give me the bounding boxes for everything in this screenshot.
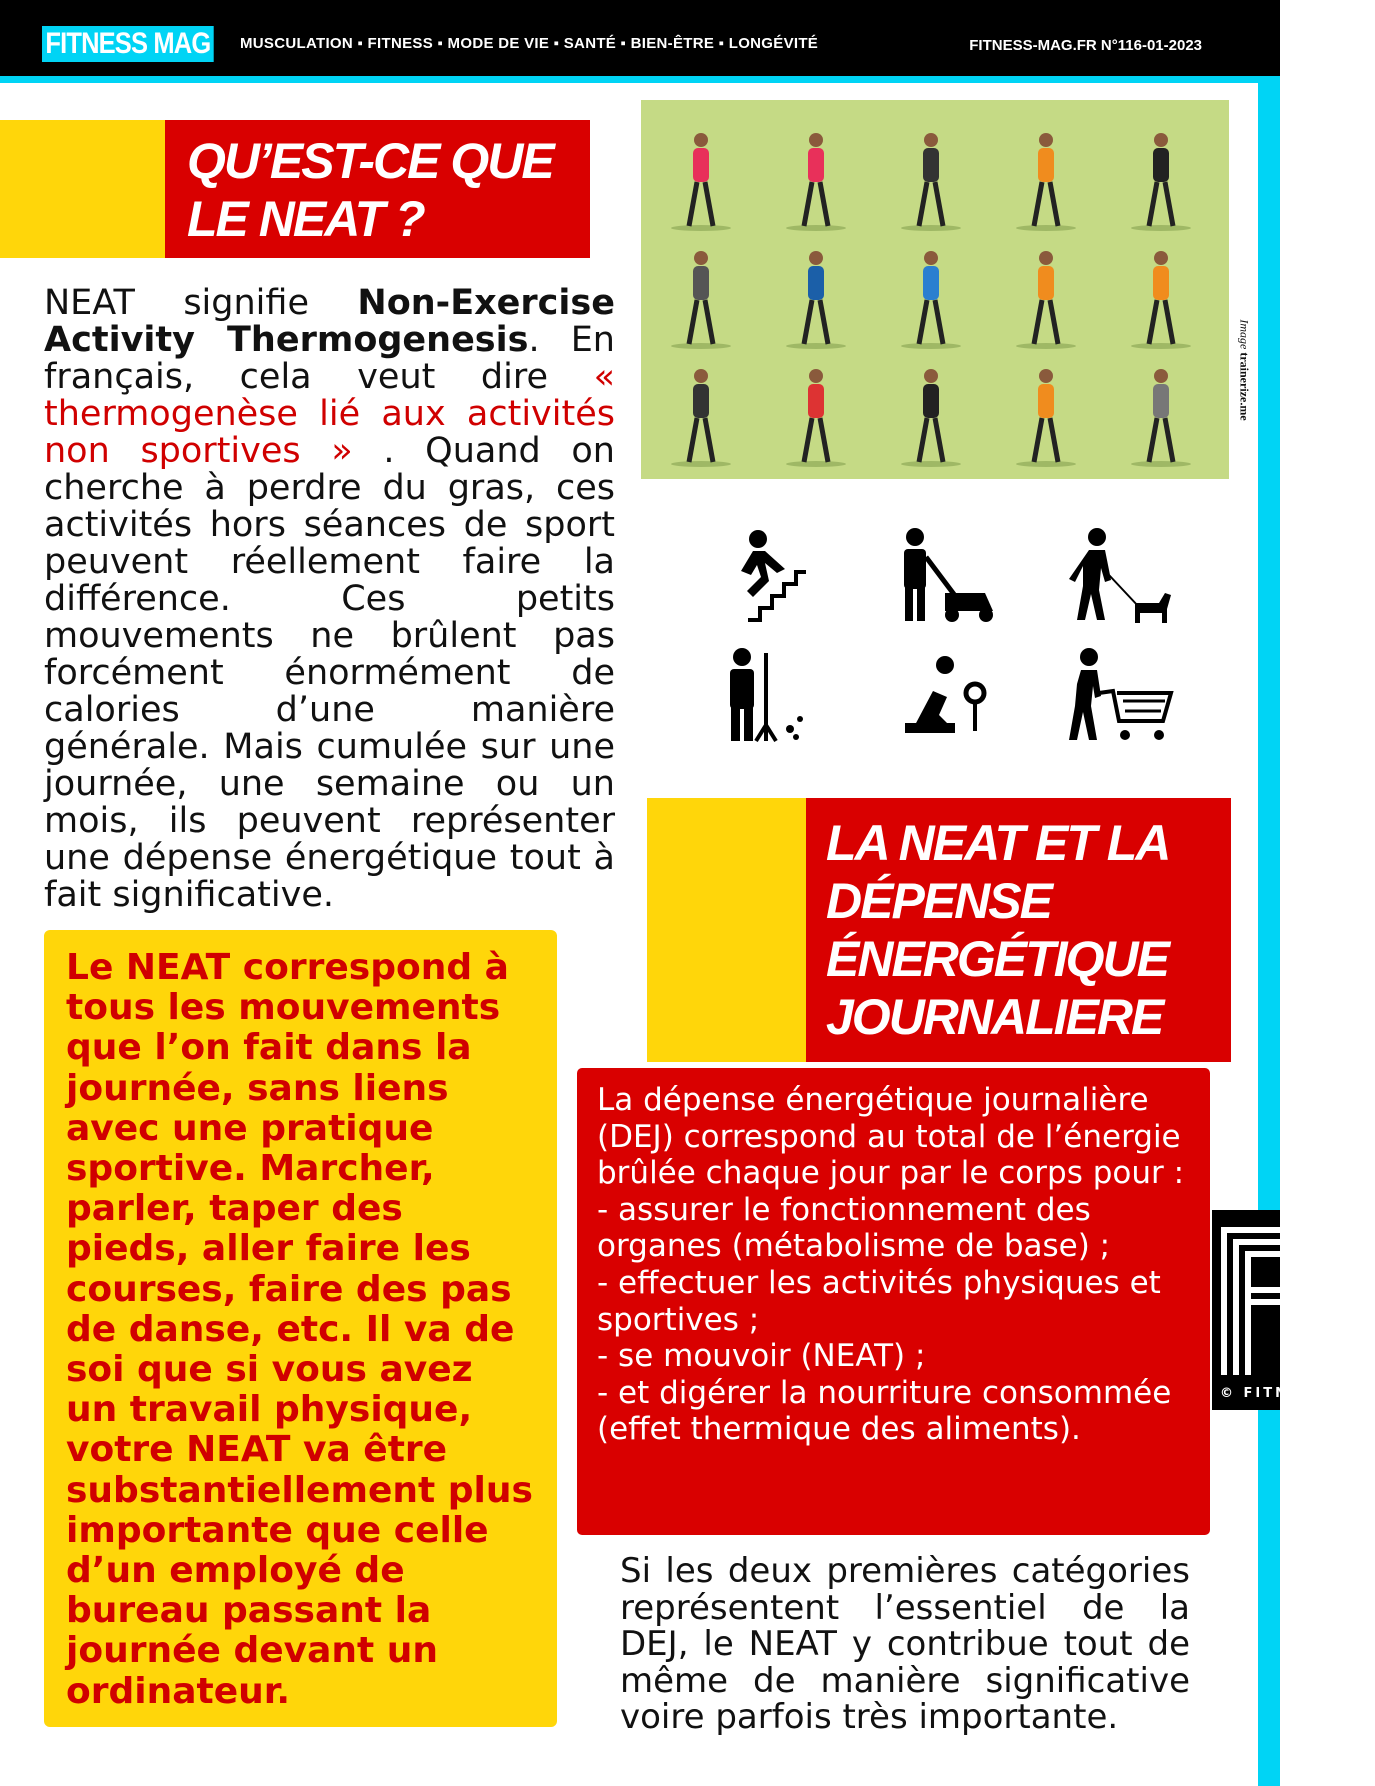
person-figure bbox=[671, 251, 731, 349]
lawn-mower-icon bbox=[857, 515, 1034, 635]
shopping-cart-icon bbox=[1033, 635, 1210, 755]
header bbox=[0, 0, 1280, 76]
credit-prefix: Image bbox=[1237, 319, 1252, 353]
section2-title: LA NEAT ET LA DÉPENSE ÉNERGÉTIQUE JOURNALIERE bbox=[806, 798, 1231, 1062]
dej-item: - assurer le fonctionnement des organes (métabolisme de base) ; bbox=[597, 1191, 1111, 1265]
french-translation: « thermogenèse lié aux activités non sportives » bbox=[44, 357, 615, 471]
person-figure bbox=[671, 369, 731, 467]
people-figures bbox=[641, 100, 1229, 479]
dej-intro: La dépense énergétique journalière (DEJ) correspond au total de l’énergie brûlée chaque jour par le corps pour : bbox=[597, 1082, 1185, 1192]
watermark-text: © FITNESS MAG bbox=[1220, 1386, 1375, 1401]
activities-illustration bbox=[641, 100, 1229, 479]
section1-paragraph bbox=[44, 285, 615, 914]
dej-item: - effectuer les activités physiques et sportives ; bbox=[597, 1264, 1161, 1338]
section1-title: QU’EST-CE QUE LE NEAT ? bbox=[165, 120, 590, 258]
person-figure bbox=[901, 369, 961, 467]
text: . Quand on cherche à perdre du gras, ces activités hors séances de sport peuvent réellement faire la différence. Ces petits mouvements ne brûlent pas forcément énormément de calories d’une manière générale. Mais cumulée sur une journée, une semaine ou un mois, ils peuvent représenter une dépense énergétique tout à fait significative. bbox=[44, 431, 615, 915]
person-figure bbox=[786, 251, 846, 349]
text: NEAT signifie bbox=[44, 283, 358, 323]
dej-item: - et digérer la nourriture consommée (effet thermique des aliments). bbox=[597, 1374, 1172, 1448]
person-figure bbox=[786, 369, 846, 467]
cyan-strip bbox=[0, 76, 1280, 83]
cyan-border bbox=[1258, 83, 1280, 1786]
person-figure bbox=[671, 133, 731, 231]
watermark-logo bbox=[1212, 1210, 1375, 1410]
person-figure bbox=[1016, 133, 1076, 231]
person-figure bbox=[901, 133, 961, 231]
highlight-box: Le NEAT correspond à tous les mouvements que l’on fait dans la journée, sans liens avec une pratique sportive. Marcher, parler, taper des pieds, aller faire les courses, faire des pas de danse, etc. Il va de soi que si vous avez un travail physique, votre NEAT va être substantiellement plus importante que celle d’un employé de bureau passant la journée devant un ordinateur. bbox=[44, 930, 557, 1727]
neat-definition: Non-Exercise Activity Thermogenesis bbox=[44, 283, 615, 360]
dej-item: - se mouvoir (NEAT) ; bbox=[597, 1338, 926, 1375]
credit-source: trainerize.me bbox=[1237, 352, 1252, 421]
person-figure bbox=[1131, 369, 1191, 467]
stairs-climbing-icon bbox=[680, 515, 857, 635]
image-credit bbox=[1232, 300, 1256, 440]
conclusion-paragraph: Si les deux premières catégories représentent l’essentiel de la DEJ, le NEAT y contribue tout de même de manière significative voire parfois très importante. bbox=[620, 1551, 1190, 1737]
issue-number: FITNESS-MAG.FR N°116-01-2023 bbox=[969, 37, 1202, 54]
section1-title-box bbox=[0, 120, 590, 258]
section2-title-box bbox=[647, 798, 1231, 1062]
person-figure bbox=[901, 251, 961, 349]
logo[interactable]: FITNESS MAG bbox=[42, 26, 214, 62]
person-figure bbox=[1016, 369, 1076, 467]
gardening-icon bbox=[857, 635, 1034, 755]
dej-box bbox=[577, 1068, 1210, 1535]
category-nav: MUSCULATION ▪ FITNESS ▪ MODE DE VIE ▪ SANTÉ ▪ BIEN-ÊTRE ▪ LONGÉVITÉ bbox=[240, 35, 819, 52]
person-figure bbox=[1131, 251, 1191, 349]
person-figure bbox=[1131, 133, 1191, 231]
dog-walking-icon bbox=[1033, 515, 1210, 635]
person-figure bbox=[1016, 251, 1076, 349]
text: . En français, cela veut dire bbox=[44, 320, 615, 397]
raking-leaves-icon bbox=[680, 635, 857, 755]
activity-icons bbox=[680, 515, 1210, 755]
person-figure bbox=[786, 133, 846, 231]
